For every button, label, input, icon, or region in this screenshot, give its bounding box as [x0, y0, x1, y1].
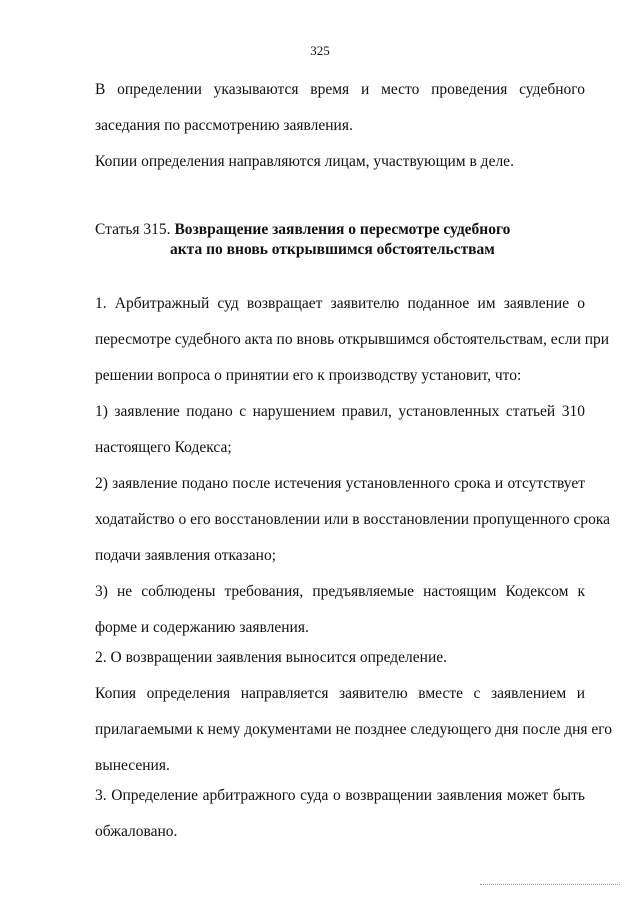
text-line: настоящего Кодекса; [95, 439, 232, 456]
text-line: решении вопроса о принятии его к производству установит, что: [95, 367, 522, 384]
paragraph-hearing-time [95, 72, 585, 144]
text-line: заседания по рассмотрению заявления. [95, 117, 353, 134]
paragraph-copies-sent [95, 144, 585, 180]
text-line: 3) не соблюдены требования, предъявляемые настоящим Кодексом к [95, 583, 585, 600]
text-line: подачи заявления отказано; [95, 547, 277, 564]
page-number: 325 [310, 43, 330, 58]
text-line: 1. Арбитражный суд возвращает заявителю поданное им заявление о [95, 295, 585, 312]
paragraph-item-1 [95, 394, 585, 466]
paragraph-item-3 [95, 574, 585, 646]
paragraph-1 [95, 286, 610, 394]
text-line: 2. О возвращении заявления выносится определение. [95, 649, 448, 666]
text-line: вынесения. [95, 757, 170, 774]
text-line: Копия определения направляется заявителю вместе с заявлением и [95, 685, 585, 702]
text-line: прилагаемыми к нему документами не позднее следующего дня после дня его [95, 721, 613, 738]
text-line: пересмотре судебного акта по вновь открывшимся обстоятельствам, если при [95, 331, 610, 348]
text-line: 1) заявление подано с нарушением правил, установленных статьей 310 [95, 403, 585, 420]
text-line: ходатайство о его восстановлении или в восстановлении пропущенного срока [95, 511, 611, 528]
text-line: обжаловано. [95, 823, 178, 840]
paragraph-3 [95, 778, 585, 850]
article-heading [95, 220, 565, 260]
paragraph-item-2 [95, 466, 611, 574]
text-line: 2) заявление подано после истечения установленного срока и отсутствует [95, 475, 585, 492]
text-line: 3. Определение арбитражного суда о возвращении заявления может быть [95, 787, 585, 804]
text-line: В определении указываются время и место проведения судебного [95, 81, 585, 98]
article-title-line1: Возвращение заявления о пересмотре судебного [174, 221, 511, 238]
paragraph-2 [95, 640, 585, 676]
text-line: форме и содержанию заявления. [95, 619, 309, 636]
footer-dotted-mark [480, 884, 620, 887]
article-title-line2: акта по вновь открывшимся обстоятельствам [170, 241, 495, 258]
paragraph-copy-sent [95, 676, 613, 784]
article-number: Статья 315. [95, 221, 171, 238]
text-line: Копии определения направляются лицам, участвующим в деле. [95, 153, 514, 170]
